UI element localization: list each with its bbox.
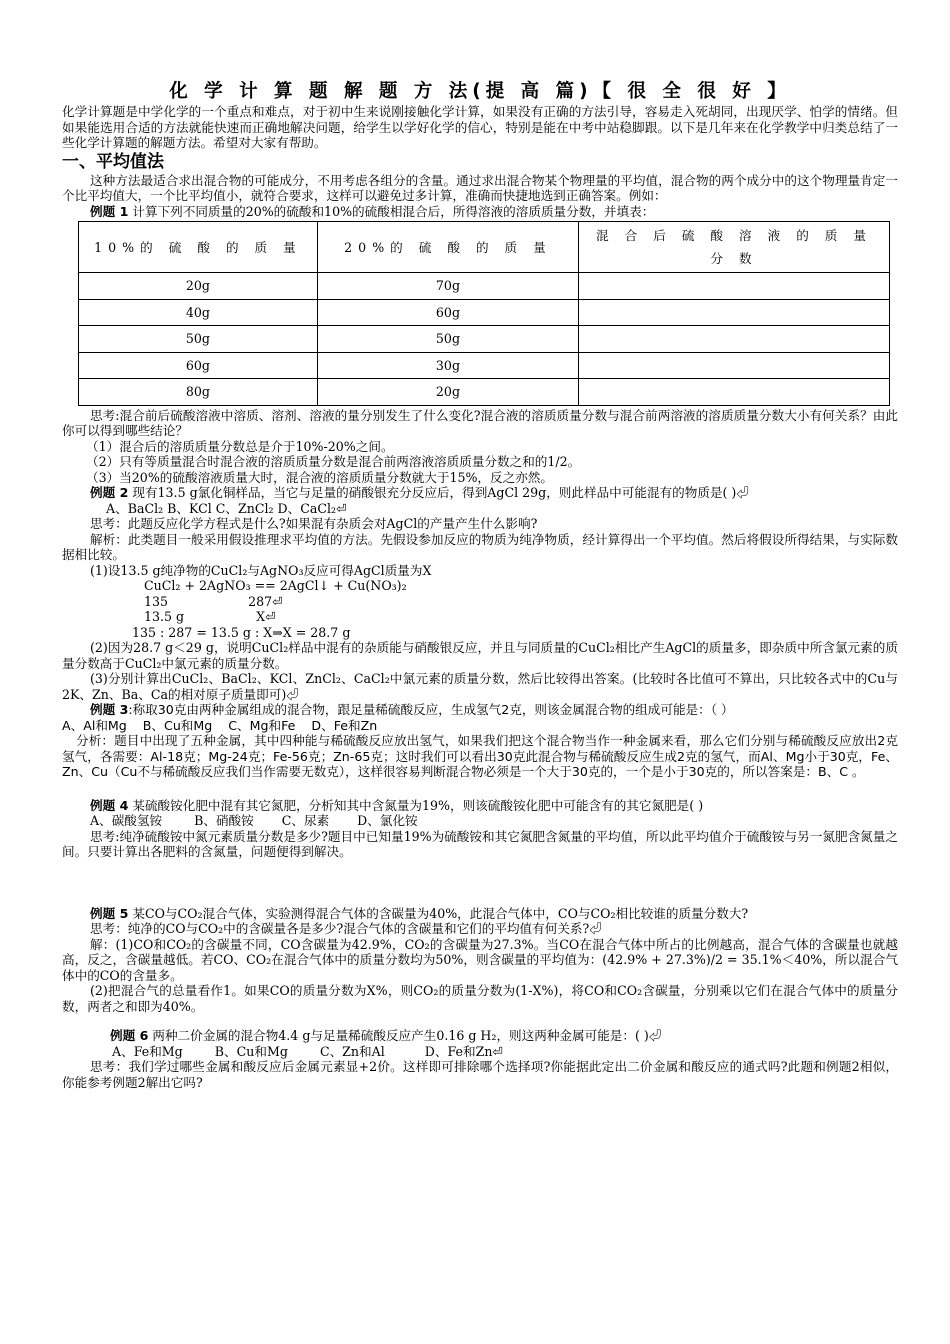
example-2-label: 例题 2	[90, 485, 129, 500]
example-6-question	[62, 1028, 898, 1044]
table-header-20pct: 20%的 硫 酸 的 质 量	[317, 222, 578, 273]
table-header-10pct: 10%的 硫 酸 的 质 量	[79, 222, 318, 273]
table-cell-empty	[579, 352, 890, 379]
table-cell: 70g	[317, 273, 578, 300]
table-cell: 20g	[317, 379, 578, 406]
example-6-label: 例题 6	[110, 1028, 149, 1043]
table-row	[79, 299, 890, 326]
table-row	[79, 273, 890, 300]
example-3-options: A、Al和Mg B、Cu和Mg C、Mg和Fe D、Fe和Zn	[62, 717, 378, 733]
table-row	[79, 379, 890, 406]
example-1-conclusion-2: （2）只有等质量混合时混合液的溶质质量分数是混合前两溶液溶质质量分数之和的1/2。	[86, 454, 581, 469]
example-2-step-3: (3)分别计算出CuCl₂、BaCl₂、KCl、ZnCl₂、CaCl₂中氯元素的质量分数，然后比较得出答案。(比较时各比值可不算出，只比较各式中的Cu与2K、Zn、Ba、Ca的相对原子质量即可)⏎	[62, 671, 898, 702]
example-5-label: 例题 5	[90, 905, 129, 921]
example-4-text: 某硫酸铵化肥中混有其它氮肥，分析知其中含氮量为19%，则该硫酸铵化肥中可能含有的其它氮肥是( )	[128, 797, 704, 813]
example-5-solution-1: 解：(1)CO和CO₂的含碳量不同，CO含碳量为42.9%，CO₂的含碳量为27.3%。当CO在混合气体中所占的比例越高，混合气体的含碳量也就越高，反之，含碳量越低。若CO、CO₂在混合气体中的质量分数均为50%，则含碳量的平均值为：(42.9% + 27.3%)/2 = 35.1%＜40%，所以混合气体中的CO的含量多。	[62, 936, 898, 983]
page-title: 化 学 计 算 题 解 题 方 法(提 高 篇)【 很 全 很 好 】	[169, 81, 791, 102]
example-1-conclusion-1: （1）混合后的溶质质量分数总是介于10%-20%之间。	[86, 438, 394, 454]
example-1-text: 计算下列不同质量的20%的硫酸和10%的硫酸相混合后，所得溶液的溶质质量分数，并填表：	[128, 203, 655, 219]
example-1-label: 例题 1	[90, 203, 129, 219]
table-cell: 30g	[317, 352, 578, 379]
spacer	[62, 860, 898, 906]
example-2-step-1: (1)设13.5 g纯净物的CuCl₂与AgNO₃反应可得AgCl质量为X	[90, 562, 432, 578]
example-2-mass-line-2: 13.5 g X⏎	[144, 609, 276, 624]
table-header-mixed: 混 合 后 硫 酸 溶 液 的 质 量 分 数	[579, 222, 890, 273]
table-cell-empty	[579, 299, 890, 326]
example-3-text: :称取30克由两种金属组成的混合物，跟足量稀硫酸反应，生成氢气2克，则该金属混合物的组成可能是：（ ）	[128, 702, 734, 717]
section-heading-average-method: 一、平均值法	[62, 151, 164, 172]
table-cell: 20g	[79, 273, 318, 300]
table-header-row	[79, 222, 890, 273]
example-1-table	[78, 221, 890, 406]
example-1-conclusion-3: （3）当20%的硫酸溶液质量大时，混合液的溶质质量分数就大于15%，反之亦然。	[86, 469, 553, 485]
example-4-think: 思考:纯净硫酸铵中氮元素质量分数是多少?题目中已知量19%为硫酸铵和其它氮肥含氮量的平均值，所以此平均值介于硫酸铵与另一氮肥含氮量之间。只要计算出各肥料的含氮量，问题便得到解决。	[62, 828, 898, 859]
example-6-think: 思考：我们学过哪些金属和酸反应后金属元素显+2价。这样即可排除哪个选择项?你能据此定出二价金属和酸反应的通式吗?此题和例题2相似，你能参考例题2解出它吗?	[62, 1059, 898, 1090]
example-4-question	[62, 798, 898, 814]
example-3-label: 例题 3	[90, 702, 129, 717]
table-row	[79, 352, 890, 379]
table-cell: 50g	[317, 326, 578, 353]
intro-paragraph: 化学计算题是中学化学的一个重点和难点，对于初中生来说刚接触化学计算，如果没有正确的方法引导，容易走入死胡同，出现厌学、怕学的情绪。但如果能选用合适的方法就能快速而正确地解决问题，给学生以学好化学的信心，特别是能在中考中站稳脚跟。以下是几年来在化学教学中归类总结了一些化学计算题的解题方法。希望对大家有帮助。	[62, 104, 898, 150]
table-cell-empty	[579, 273, 890, 300]
example-2-equation: CuCl₂ + 2AgNO₃ == 2AgCl↓ + Cu(NO₃)₂	[144, 578, 407, 593]
example-6-options: A、Fe和Mg B、Cu和Mg C、Zn和Al D、Fe和Zn⏎	[112, 1043, 503, 1059]
example-2-question	[62, 485, 898, 501]
example-4-options: A、碳酸氢铵 B、硝酸铵 C、尿素 D、氯化铵	[90, 813, 418, 828]
example-2-text: 现有13.5 g氯化铜样品，当它与足量的硝酸银充分反应后，得到AgCl 29g，则此样品中可能混有的物质是( )⏎	[128, 485, 749, 500]
example-5-solution-2: (2)把混合气的总量看作1。如果CO的质量分数为X%，则CO₂的质量分数为(1-X%)，将CO和CO₂含碳量，分别乘以它们在混合气体中的质量分数，两者之和即为40%。	[62, 983, 898, 1014]
table-cell: 80g	[79, 379, 318, 406]
example-4-label: 例题 4	[90, 797, 129, 813]
example-1-question	[62, 204, 898, 220]
document-page	[62, 80, 898, 1090]
example-5-question	[62, 906, 898, 922]
example-2-analysis: 解析：此类题目一般采用假设推理求平均值的方法。先假设参加反应的物质为纯净物质，经计算得出一个平均值。然后将假设所得结果，与实际数据相比较。	[62, 531, 898, 562]
table-cell-empty	[579, 326, 890, 353]
example-2-step-2: (2)因为28.7 g＜29 g，说明CuCl₂样品中混有的杂质能与硝酸银反应，并且与同质量的CuCl₂相比产生AgCl的质量多，即杂质中所含氯元素的质量分数高于CuCl₂中氯元素的质量分数。	[62, 640, 898, 671]
example-2-options: A、BaCl₂ B、KCl C、ZnCl₂ D、CaCl₂⏎	[106, 500, 347, 516]
example-5-think: 思考：纯净的CO与CO₂中的含碳量各是多少?混合气体的含碳量和它们的平均值有何关系?⏎	[90, 921, 602, 936]
table-cell: 60g	[79, 352, 318, 379]
table-cell: 40g	[79, 299, 318, 326]
spacer	[62, 1014, 898, 1028]
example-2-mass-line-1: 135 287⏎	[144, 593, 283, 609]
example-6-text: 两种二价金属的混合物4.4 g与足量稀硫酸反应产生0.16 g H₂，则这两种金属可能是：( )⏎	[148, 1028, 662, 1043]
example-2-proportion: 135 : 287 = 13.5 g : X⇒X = 28.7 g	[132, 624, 351, 640]
example-2-think: 思考：此题反应化学方程式是什么?如果混有杂质会对AgCl的产量产生什么影响?	[90, 516, 538, 531]
section-intro-paragraph: 这种方法最适合求出混合物的可能成分，不用考虑各组分的含量。通过求出混合物某个物理量的平均值，混合物的两个成分中的这个物理量肯定一个比平均值大，一个比平均值小，就符合要求，这样可以避免过多计算，准确而快捷地选到正确答案。例如：	[62, 172, 898, 203]
table-row	[79, 326, 890, 353]
table-cell-empty	[579, 379, 890, 406]
example-1-think: 思考:混合前后硫酸溶液中溶质、溶剂、溶液的量分别发生了什么变化?混合液的溶质质量分数与混合前两溶液的溶质质量分数大小有何关系？由此你可以得到哪些结论？	[62, 407, 898, 438]
spacer	[62, 780, 898, 798]
example-5-text: 某CO与CO₂混合气体，实验测得混合气体的含碳量为40%，此混合气体中，CO与CO₂相比较谁的质量分数大?	[128, 905, 749, 921]
table-cell: 50g	[79, 326, 318, 353]
example-3-analysis: 分析：题目中出现了五种金属，其中四种能与稀硫酸反应放出氢气，如果我们把这个混合物当作一种金属来看，那么它们分别与稀硫酸反应放出2克氢气，各需要：Al-18克；Mg-24克；Fe-56克；Zn-65克；这时我们可以看出30克此混合物与稀硫酸反应生成2克的氢气，而Al、Mg小于30克，Fe、Zn、Cu（Cu不与稀硫酸反应我们当作需要无数克），这样很容易判断混合物必须是一个大于30克的，一个是小于30克的，所以答案是：B、C 。	[62, 733, 898, 779]
table-cell: 60g	[317, 299, 578, 326]
example-3-question	[62, 702, 898, 718]
